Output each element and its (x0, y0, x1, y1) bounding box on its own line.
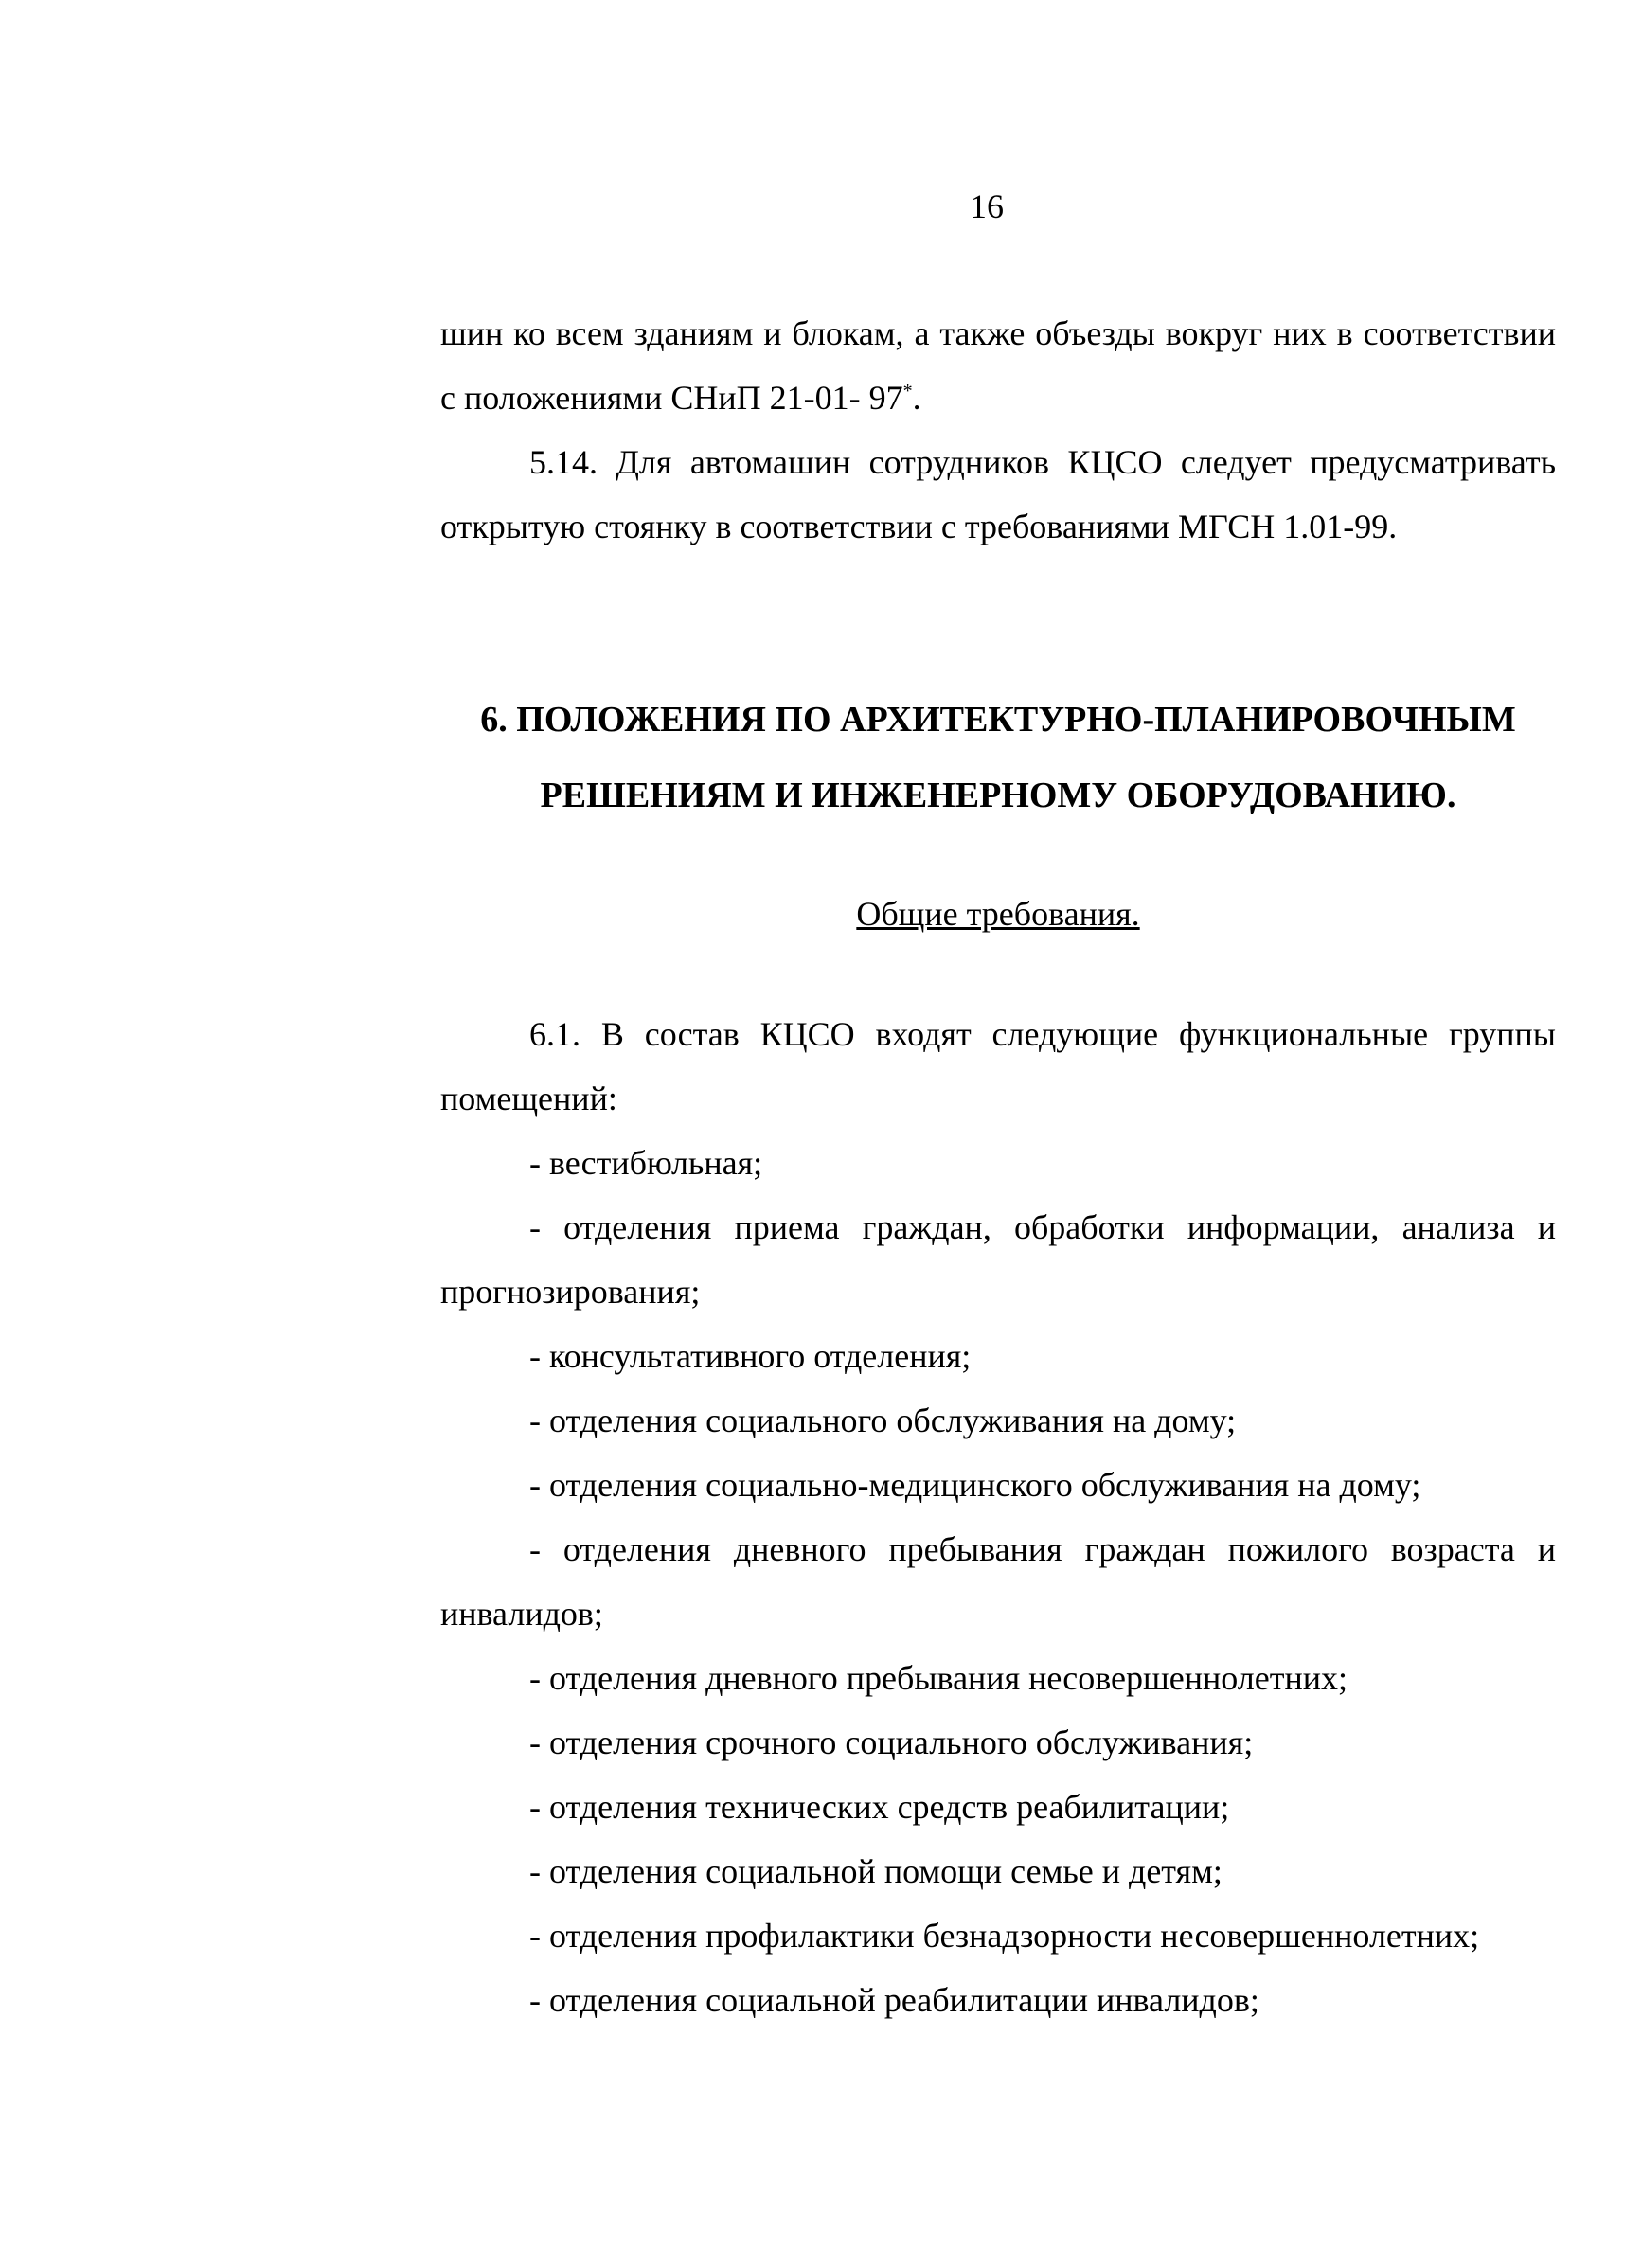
intro-paragraph-1 (440, 301, 1556, 430)
intro-paragraph-1-text: шин ко всем зданиям и блокам, а также объезды вокруг них в соответствии с положениями СНиП 21-01- 97 (440, 314, 1556, 417)
subsection-heading: Общие требования. (856, 895, 1140, 933)
list-item: - отделения технических средств реабилитации; (529, 1788, 1230, 1826)
intro-paragraph-1-end: . (912, 379, 921, 417)
list-item: - вестибюльная; (529, 1144, 763, 1182)
page-number: 16 (970, 188, 1004, 225)
paragraph-5-14: 5.14. Для автомашин сотрудников КЦСО следует предусматривать открытую стоянку в соответствии с требованиями МГСН 1.01-99. (440, 443, 1556, 545)
list-item: - отделения социальной реабилитации инвалидов; (529, 1981, 1259, 2019)
list-item: - отделения дневного пребывания несовершеннолетних; (529, 1659, 1348, 1697)
footnote-marker: * (902, 381, 913, 402)
list-item: - консультативного отделения; (529, 1337, 972, 1375)
list-item: - отделения социально-медицинского обслуживания на дому; (529, 1466, 1421, 1504)
section-heading-line-1: 6. ПОЛОЖЕНИЯ ПО АРХИТЕКТУРНО-ПЛАНИРОВОЧНЫМ (480, 700, 1516, 740)
list-item: - отделения социальной помощи семье и детям; (529, 1852, 1223, 1890)
paragraph-6-1: 6.1. В состав КЦСО входят следующие функциональные группы помещений: (440, 1015, 1556, 1117)
section-heading (440, 682, 1556, 833)
intro-block (440, 301, 1556, 559)
section-body (440, 1002, 1556, 2032)
list-item: - отделения профилактики безнадзорности несовершеннолетних; (529, 1917, 1480, 1955)
list-item: - отделения дневного пребывания граждан пожилого возраста и инвалидов; (440, 1530, 1556, 1633)
section-heading-line-2: РЕШЕНИЯМ И ИНЖЕНЕРНОМУ ОБОРУДОВАНИЮ. (540, 776, 1456, 815)
list-item: - отделения срочного социального обслуживания; (529, 1723, 1254, 1761)
list-item: - отделения социального обслуживания на дому; (529, 1402, 1237, 1439)
list-item: - отделения приема граждан, обработки информации, анализа и прогнозирования; (440, 1208, 1556, 1311)
